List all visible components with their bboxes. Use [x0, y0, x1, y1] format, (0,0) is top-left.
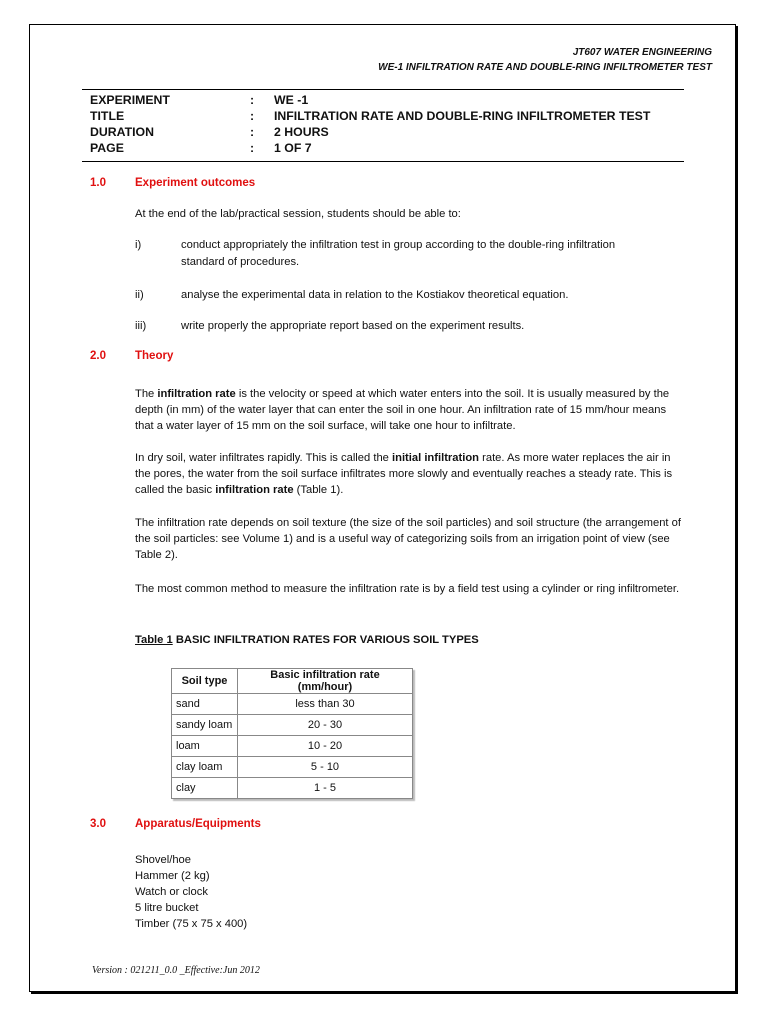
theory-paragraph-4: The most common method to measure the infiltration rate is by a field test using a cylinder or ring infiltrometer.: [135, 583, 680, 595]
outcome-number: i): [135, 239, 142, 251]
term-initial-infiltration: initial infiltration: [392, 452, 480, 464]
theory-paragraph-2: [135, 450, 683, 498]
meta-label: EXPERIMENT: [90, 93, 170, 107]
text-run: In dry soil, water infiltrates rapidly. This is called the: [135, 452, 392, 464]
text-run: is the velocity or speed at which water enters into the soil. It is usually measured by the depth (in mm) of the water layer that can enter the soil in one hour. An infiltration rate of 15 mm/hour means that a water layer of 15 mm on the soil surface, will take one hour to infiltrate.: [135, 388, 670, 432]
apparatus-item: Hammer (2 kg): [135, 870, 210, 882]
apparatus-item: Timber (75 x 75 x 400): [135, 918, 248, 930]
cell-soil-type: clay: [172, 778, 238, 799]
section-number: 1.0: [90, 177, 106, 189]
apparatus-list: [135, 852, 247, 932]
header-experiment: WE-1 INFILTRATION RATE AND DOUBLE-RING INFILTROMETER TEST: [378, 62, 712, 73]
meta-value: 1 OF 7: [274, 141, 312, 155]
cell-soil-type: clay loam: [172, 757, 238, 778]
text-run: (Table 1).: [293, 484, 344, 496]
infiltration-rates-table: [171, 668, 413, 799]
cell-rate: 1 - 5: [238, 778, 413, 799]
theory-paragraph-1: [135, 386, 683, 434]
apparatus-item: Watch or clock: [135, 886, 208, 898]
apparatus-item: 5 litre bucket: [135, 902, 199, 914]
apparatus-item: Shovel/hoe: [135, 854, 191, 866]
section-title: Theory: [135, 350, 174, 362]
header-course: JT607 WATER ENGINEERING: [572, 47, 712, 58]
section-title: Experiment outcomes: [135, 177, 256, 189]
version-footer: Version : 021211_0.0 _Effective:Jun 2012: [92, 965, 260, 976]
column-header-rate: Basic infiltration rate (mm/hour): [238, 669, 413, 694]
cell-rate: 10 - 20: [238, 736, 413, 757]
text-run: The: [135, 388, 158, 400]
outcome-number: iii): [135, 320, 147, 332]
meta-value: INFILTRATION RATE AND DOUBLE-RING INFILTROMETER TEST: [274, 109, 651, 123]
table-caption-label: Table 1: [135, 634, 173, 646]
text-run: rate. As more water replaces the air in the pores, the water from the soil surface infiltrates more slowly and eventually reaches a steady rate. This is called the basic: [135, 452, 673, 496]
meta-colon: :: [250, 125, 255, 139]
table-row: [172, 694, 413, 715]
meta-label: DURATION: [90, 125, 154, 139]
section-title: Apparatus/Equipments: [135, 818, 261, 830]
cell-rate: less than 30: [238, 694, 413, 715]
term-infiltration-rate: infiltration rate: [157, 388, 236, 400]
meta-label: TITLE: [90, 109, 125, 123]
meta-colon: :: [250, 93, 255, 107]
cell-soil-type: sand: [172, 694, 238, 715]
cell-rate: 5 - 10: [238, 757, 413, 778]
table-caption: [135, 634, 479, 646]
cell-soil-type: loam: [172, 736, 238, 757]
column-header-soil-type: Soil type: [172, 669, 238, 694]
outcome-number: ii): [135, 289, 144, 301]
meta-value: 2 HOURS: [274, 125, 329, 139]
term-basic-infiltration-rate: infiltration rate: [215, 484, 294, 496]
outcomes-intro: At the end of the lab/practical session, students should be able to:: [135, 208, 461, 220]
meta-colon: :: [250, 109, 255, 123]
outcome-text: analyse the experimental data in relation to the Kostiakov theoretical equation.: [181, 289, 569, 301]
divider-meta: [82, 161, 684, 162]
table-row: [172, 736, 413, 757]
theory-paragraph-3: The infiltration rate depends on soil texture (the size of the soil particles) and soil structure (the arrangement of the soil particles: see Volume 1) and is a useful way of categorizing soils from an irrigation point of view (see Table 2).: [135, 517, 681, 561]
page-border: [29, 24, 736, 992]
meta-label: PAGE: [90, 141, 124, 155]
meta-value: WE -1: [274, 93, 309, 107]
divider-top: [82, 89, 684, 90]
table-row: [172, 757, 413, 778]
table-header-row: [172, 669, 413, 694]
table-caption-text: BASIC INFILTRATION RATES FOR VARIOUS SOIL TYPES: [172, 634, 479, 646]
table-row: [172, 715, 413, 736]
outcome-text: write properly the appropriate report based on the experiment results.: [181, 320, 525, 332]
cell-soil-type: sandy loam: [172, 715, 238, 736]
cell-rate: 20 - 30: [238, 715, 413, 736]
table-row: [172, 778, 413, 799]
section-number: 3.0: [90, 818, 106, 830]
meta-colon: :: [250, 141, 255, 155]
section-number: 2.0: [90, 350, 106, 362]
outcome-text: conduct appropriately the infiltration test in group according to the double-ring infiltration standard of procedures.: [181, 239, 616, 268]
